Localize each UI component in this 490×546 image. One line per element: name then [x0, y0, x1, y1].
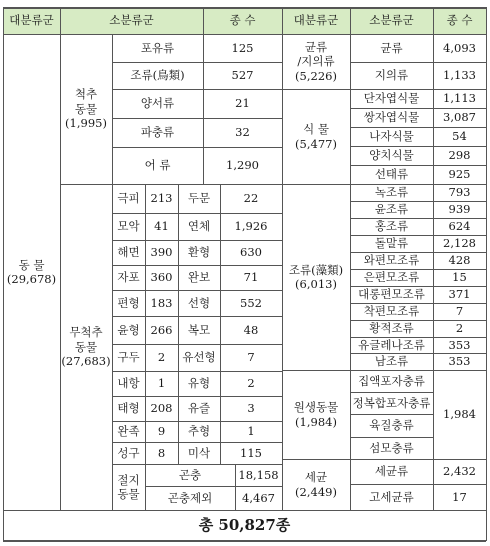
grid-line — [350, 392, 433, 393]
grid-line — [282, 459, 486, 460]
grid-line — [350, 320, 486, 321]
plant-name: 단자엽식물 — [363, 91, 420, 106]
vertebrate-count: 125 — [231, 40, 254, 55]
invertebrate-count: 115 — [240, 445, 262, 460]
fungi-count: 4,093 — [443, 40, 476, 55]
invertebrate-phylum: 미삭 — [187, 445, 211, 460]
invertebrate-count: 7 — [247, 350, 255, 365]
algae-name: 남조류 — [374, 354, 409, 369]
grid-line — [3, 540, 486, 542]
algae-name: 황적조류 — [369, 321, 414, 336]
algae-name: 은편모조류 — [363, 270, 420, 285]
grid-line — [350, 414, 433, 415]
invertebrate-count: 8 — [157, 445, 166, 460]
invertebrate-phylum: 유형 — [187, 376, 211, 391]
grid-line — [350, 165, 486, 166]
grid-line — [112, 396, 282, 397]
plant-group — [282, 89, 350, 184]
plant-group-line-2: (5,477) — [295, 136, 337, 151]
invertebrate-count: 3 — [247, 401, 255, 416]
invertebrate-phylum: 유즐 — [187, 401, 211, 416]
algae-count: 2 — [455, 321, 464, 336]
grid-line — [3, 7, 486, 9]
vertebrate-count: 32 — [235, 125, 250, 140]
grid-line — [145, 184, 146, 510]
arthropod-group-line-1: 절지 동물 — [117, 472, 140, 501]
invertebrate-count: 266 — [150, 322, 173, 337]
vertebrate-name: 양서류 — [140, 96, 175, 111]
header-1: 대분류군 — [3, 7, 60, 34]
grid-line — [60, 34, 61, 510]
invertebrate-phylum: 연체 — [187, 219, 211, 234]
grid-line — [112, 464, 282, 465]
invertebrate-phylum: 완족 — [117, 424, 140, 439]
invertebrate-group — [60, 184, 112, 510]
grid-line — [3, 34, 486, 35]
grid-line — [112, 240, 282, 241]
algae-name: 착편모조류 — [363, 304, 420, 319]
grid-line — [350, 62, 486, 63]
protist-name: 정복합포자충류 — [352, 395, 431, 410]
algae-name: 홍조류 — [374, 219, 409, 234]
invertebrate-phylum: 극피 — [117, 191, 140, 206]
invertebrate-count: 9 — [157, 424, 166, 439]
invertebrate-phylum: 성구 — [117, 445, 140, 460]
grid-line — [350, 286, 486, 287]
grid-line — [112, 442, 282, 443]
protist-group — [282, 370, 350, 459]
invertebrate-group-line-2: (27,683) — [61, 354, 111, 369]
grid-line — [350, 34, 351, 510]
invertebrate-phylum: 태형 — [117, 401, 140, 416]
plant-count: 3,087 — [443, 110, 476, 125]
plant-count: 54 — [452, 129, 467, 144]
grid-line — [112, 265, 282, 266]
grid-line — [350, 7, 351, 34]
protist-count: 1,984 — [443, 407, 476, 422]
grid-line — [350, 252, 486, 253]
total-species: 총 50,827종 — [198, 515, 291, 534]
grid-line — [112, 89, 282, 90]
grid-line — [350, 201, 486, 202]
plant-name: 선태류 — [374, 167, 409, 182]
invertebrate-phylum: 두문 — [187, 191, 211, 206]
fungi-group — [282, 34, 350, 89]
fungi-group-line-2: (5,226) — [295, 68, 337, 83]
algae-name: 윤조류 — [374, 202, 409, 217]
grid-line — [112, 421, 282, 422]
grid-line — [112, 344, 282, 345]
algae-count: 353 — [448, 337, 471, 352]
grid-line — [220, 184, 221, 464]
grid-line — [282, 34, 283, 510]
vertebrate-count: 1,290 — [226, 158, 259, 173]
invertebrate-phylum: 환형 — [187, 245, 211, 260]
algae-group-line-2: (6,013) — [295, 277, 337, 291]
grid-line — [350, 269, 486, 270]
protist-name: 섬모충류 — [369, 440, 414, 455]
plant-count: 1,113 — [443, 91, 476, 106]
invertebrate-count: 630 — [240, 245, 262, 260]
invertebrate-phylum: 편형 — [117, 295, 140, 310]
vertebrate-group-line-2: (1,995) — [65, 116, 107, 131]
invertebrate-group-line-1: 무척추 동물 — [69, 325, 103, 354]
fungi-name: 지의류 — [374, 68, 409, 83]
grid-line — [282, 89, 486, 90]
grid-line — [112, 147, 282, 148]
invertebrate-count: 390 — [150, 245, 173, 260]
invertebrate-count: 2 — [157, 350, 166, 365]
grid-line — [112, 118, 282, 119]
grid-line — [203, 7, 204, 34]
grid-line — [178, 184, 179, 464]
grid-line — [145, 486, 282, 487]
grid-line — [350, 353, 486, 354]
grid-line — [433, 34, 434, 510]
invertebrate-phylum: 유선형 — [182, 350, 216, 365]
grid-line — [350, 127, 486, 128]
grid-line — [3, 7, 4, 541]
algae-count: 939 — [448, 202, 471, 217]
bacteria-count: 17 — [452, 489, 467, 504]
grid-line — [350, 146, 486, 147]
invertebrate-phylum: 복모 — [187, 322, 211, 337]
algae-count: 624 — [448, 219, 471, 234]
plant-name: 양치식물 — [369, 148, 414, 163]
invertebrate-phylum: 구두 — [117, 350, 140, 365]
grid-line — [235, 464, 236, 510]
fungi-count: 1,133 — [443, 68, 476, 83]
arthropod-name: 곤충 — [178, 467, 202, 482]
protist-group-line-1: 원생동물 — [293, 400, 339, 415]
animal-group-line-2: (29,678) — [6, 272, 57, 286]
invertebrate-count: 552 — [240, 295, 262, 310]
invertebrate-count: 1 — [247, 424, 255, 439]
invertebrate-phylum: 모악 — [117, 219, 140, 234]
protist-name: 육질충류 — [369, 418, 414, 433]
invertebrate-count: 48 — [243, 322, 259, 337]
plant-name: 나자식물 — [369, 129, 414, 144]
algae-count: 2,128 — [443, 236, 476, 251]
algae-count: 371 — [448, 287, 471, 302]
grid-line — [112, 62, 282, 63]
algae-group-line-1: 조류(藻類) — [288, 262, 344, 277]
grid-line — [282, 370, 486, 371]
grid-line — [350, 218, 486, 219]
vertebrate-count: 527 — [231, 68, 254, 83]
grid-line — [350, 337, 486, 338]
vertebrate-group-line-1: 척추 동물 — [74, 87, 98, 116]
header-5: 소분류군 — [350, 7, 433, 34]
grid-line — [112, 316, 282, 317]
algae-name: 유글레나조류 — [358, 337, 425, 352]
header-3: 종 수 — [203, 7, 282, 34]
algae-count: 353 — [448, 354, 471, 369]
grid-line — [3, 510, 486, 511]
bacteria-group-line-1: 세균 — [304, 470, 328, 485]
grid-line — [350, 235, 486, 236]
grid-line — [112, 290, 282, 291]
algae-group — [282, 184, 350, 370]
animal-group — [3, 34, 60, 510]
invertebrate-phylum: 해면 — [117, 245, 140, 260]
bacteria-name: 고세균류 — [369, 489, 414, 504]
protist-group-line-2: (1,984) — [295, 414, 337, 429]
invertebrate-count: 1 — [157, 376, 166, 391]
invertebrate-phylum: 윤형 — [117, 322, 140, 337]
invertebrate-count: 41 — [154, 219, 169, 234]
grid-line — [282, 7, 283, 34]
invertebrate-phylum: 내항 — [117, 376, 140, 391]
grid-line — [350, 108, 486, 109]
header-6: 종 수 — [433, 7, 486, 34]
vertebrate-name: 파충류 — [140, 125, 175, 140]
fungi-group-line-1: 균류 /지의류 — [297, 39, 335, 69]
header-4: 대분류군 — [282, 7, 350, 34]
plant-count: 298 — [448, 148, 471, 163]
vertebrate-name: 포유류 — [140, 40, 175, 55]
vertebrate-name: 조류(鳥類) — [130, 68, 185, 83]
grid-line — [60, 7, 61, 34]
grid-line — [112, 213, 282, 214]
vertebrate-group — [60, 34, 112, 184]
fungi-name: 균류 — [380, 40, 403, 55]
plant-name: 쌍자엽식물 — [363, 110, 420, 125]
invertebrate-count: 183 — [150, 295, 173, 310]
algae-name: 대롱편모조류 — [358, 287, 425, 302]
invertebrate-count: 22 — [243, 191, 259, 206]
invertebrate-count: 71 — [243, 270, 259, 285]
invertebrate-phylum: 추형 — [187, 424, 211, 439]
invertebrate-count: 360 — [150, 270, 173, 285]
algae-count: 428 — [448, 253, 471, 268]
bacteria-count: 2,432 — [443, 464, 476, 479]
invertebrate-count: 213 — [150, 191, 173, 206]
bacteria-name: 세균류 — [374, 464, 409, 479]
arthropod-group — [112, 464, 145, 510]
invertebrate-count: 2 — [247, 376, 255, 391]
grid-line — [112, 371, 282, 372]
algae-count: 793 — [448, 185, 471, 200]
bacteria-group-line-2: (2,449) — [295, 484, 337, 499]
vertebrate-count: 21 — [235, 96, 250, 111]
invertebrate-phylum: 완보 — [187, 270, 211, 285]
animal-group-line-1: 동 물 — [18, 257, 45, 272]
protist-name: 집액포자충류 — [358, 373, 425, 388]
invertebrate-phylum: 선형 — [187, 295, 211, 310]
algae-name: 녹조류 — [374, 185, 409, 200]
grid-line — [112, 34, 113, 510]
grid-line — [486, 7, 487, 541]
grid-line — [282, 184, 486, 185]
grid-line — [60, 184, 282, 185]
header-2: 소분류군 — [60, 7, 203, 34]
grid-line — [350, 303, 486, 304]
arthropod-count: 4,467 — [242, 490, 275, 505]
algae-name: 와편모조류 — [363, 253, 420, 268]
grid-line — [350, 437, 433, 438]
grid-line — [350, 484, 486, 485]
grid-line — [203, 34, 204, 184]
invertebrate-phylum: 자포 — [117, 270, 140, 285]
invertebrate-count: 208 — [150, 401, 173, 416]
arthropod-name: 곤충제외 — [167, 490, 213, 505]
vertebrate-name: 어 류 — [144, 158, 171, 173]
plant-group-line-1: 식 물 — [303, 122, 329, 137]
arthropod-count: 18,158 — [238, 467, 279, 482]
plant-count: 925 — [448, 167, 471, 182]
algae-count: 7 — [455, 304, 464, 319]
algae-name: 돌말류 — [374, 236, 409, 251]
invertebrate-count: 1,926 — [234, 219, 268, 234]
bacteria-group — [282, 459, 350, 510]
algae-count: 15 — [452, 270, 467, 285]
grid-line — [433, 7, 434, 34]
